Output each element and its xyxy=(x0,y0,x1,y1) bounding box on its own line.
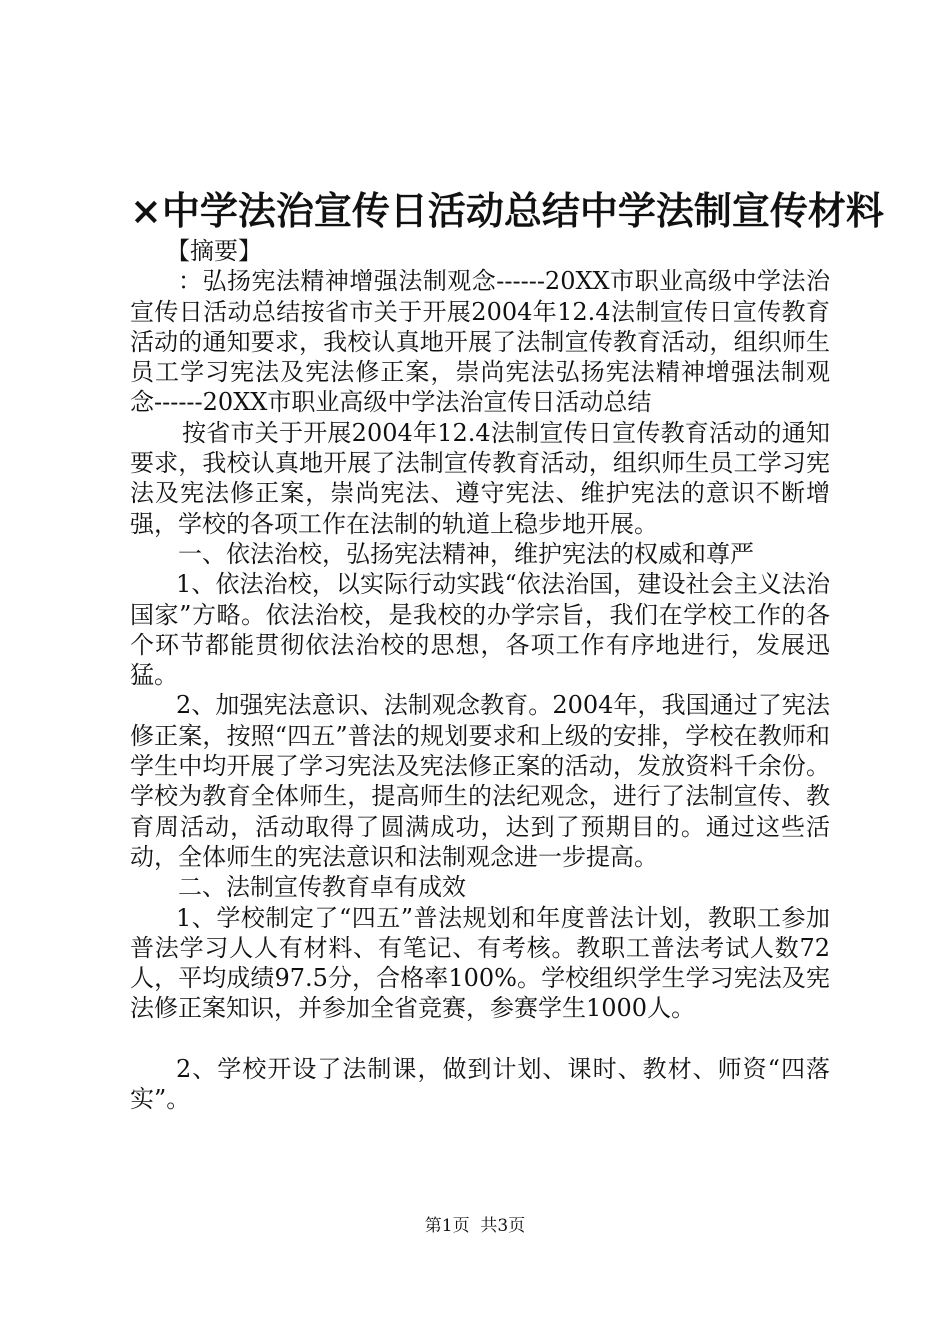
section-2-heading: 二、法制宣传教育卓有成效 xyxy=(178,873,466,902)
section-1-heading: 一、依法治校，弘扬宪法精神，维护宪法的权威和尊严 xyxy=(178,539,754,568)
section-2-item-1: 1、学校制定了“四五”普法规划和年度普法计划，教职工参加普法学习人人有材料、有笔记、有考核。教职工普法考试人数72人，平均成绩97.5分，合格率100%。学校组织学生学习宪法及宪法修正案知识，并参加全省竞赛，参赛学生1000人。 xyxy=(130,903,830,1023)
page-footer: 第1页 共3页 xyxy=(424,1216,526,1236)
intro-paragraph: 按省市关于开展2004年12.4法制宣传日宣传教育活动的通知要求，我校认真地开展了法制宣传教育活动，组织师生员工学习宪法及宪法修正案，崇尚宪法、遵守宪法、维护宪法的意识不断增强，学校的各项工作在法制的轨道上稳步地开展。 xyxy=(130,418,830,538)
document-body xyxy=(130,236,830,1114)
paragraph-gap xyxy=(130,1024,830,1054)
document-title: ×中学法治宣传日活动总结中学法制宣传材料 xyxy=(130,188,884,233)
section-1-item-2: 2、加强宪法意识、法制观念教育。2004年，我国通过了宪法修正案，按照“四五”普法的规划要求和上级的安排，学校在教师和学生中均开展了学习宪法及宪法修正案的活动，发放资料千余份。学校为教育全体师生，提高师生的法纪观念，进行了法制宣传、教育周活动，活动取得了圆满成功，达到了预期目的。通过这些活动，全体师生的宪法意识和法制观念进一步提高。 xyxy=(130,691,830,871)
section-2-item-2: 2、学校开设了法制课，做到计划、课时、教材、师资“四落实”。 xyxy=(130,1054,830,1114)
section-1-item-1: 1、依法治校，以实际行动实践“依法治国，建设社会主义法治国家”方略。依法治校，是我校的办学宗旨，我们在学校工作的各个环节都能贯彻依法治校的思想，各项工作有序地进行，发展迅猛。 xyxy=(130,570,830,690)
abstract-label: 【摘要】 xyxy=(166,237,262,265)
abstract-text: ：弘扬宪法精神增强法制观念------20XX市职业高级中学法治宣传日活动总结按省市关于开展2004年12.4法制宣传日宣传教育活动的通知要求，我校认真地开展了法制宣传教育活动，组织师生员工学习宪法及宪法修正案，崇尚宪法弘扬宪法精神增强法制观念------20XX市职业高级中学法治宣传日活动总结 xyxy=(130,267,830,417)
